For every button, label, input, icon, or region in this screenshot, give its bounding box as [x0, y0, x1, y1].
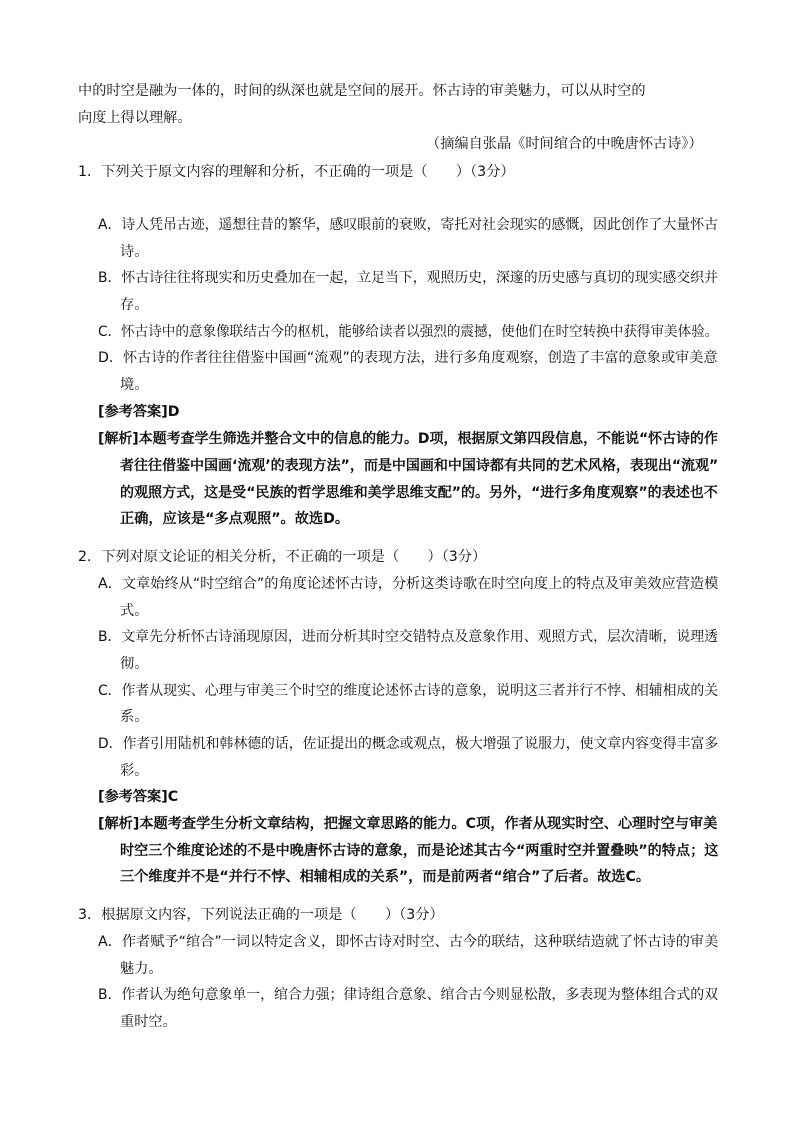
q2-analysis-cont: 时空三个维度论述的不是中晚唐怀古诗的意象，而是论述其古今“两重时空并置叠映”的特点；这: [120, 843, 719, 859]
q1-option-b-cont: 存。: [120, 297, 149, 313]
q1-option-c: C．怀古诗中的意象像联结古今的枢机，能够给读者以强烈的震撼，使他们在时空转换中获得审美体验。: [98, 324, 719, 340]
q1-option-d-cont: 境。: [120, 377, 149, 393]
q1-analysis-cont: 的观照方式，这是受“民族的哲学思维和美学思维支配”的。另外，“进行多角度观察”的表述也不: [120, 485, 718, 501]
q1-option-b: B．怀古诗往往将现实和历史叠加在一起，立足当下，观照历史，深邃的历史感与真切的现实感交织并: [98, 270, 718, 286]
q2-analysis-cont: 三个维度并不是“并行不悖、相辅相成的关系”，而是前两者“绾合”了后者。故选C。: [120, 869, 651, 885]
q1-option-d: D．怀古诗的作者往往借鉴中国画“流观”的表现方法，进行多角度观察，创造了丰富的意象或审美意: [98, 350, 718, 366]
passage-line: 向度上得以理解。: [78, 110, 192, 126]
question-2-stem: 2．下列对原文论证的相关分析，不正确的一项是（ ）（3分）: [78, 549, 487, 565]
q2-option-c: C．作者从现实、心理与审美三个时空的维度论述怀古诗的意象，说明这三者并行不悖、相辅相成的关: [98, 683, 719, 699]
q2-analysis: [解析]本题考查学生分析文章结构，把握文章思路的能力。C项，作者从现实时空、心理时空与审美: [98, 816, 718, 832]
q2-option-a-cont: 式。: [120, 603, 149, 619]
q1-answer: [参考答案]D: [98, 404, 180, 420]
q1-option-a-cont: 诗。: [120, 244, 149, 260]
question-1-stem: 1．下列关于原文内容的理解和分析，不正确的一项是（ ）（3分）: [78, 164, 515, 180]
q2-option-b: B．文章先分析怀古诗涌现原因，进而分析其时空交错特点及意象作用、观照方式，层次清晰，说理透: [98, 629, 718, 645]
q1-analysis-cont: 者往往借鉴中国画‘流观’的表现方法”，而是中国画和中国诗都有共同的艺术风格，表现出“流观”: [120, 458, 719, 474]
q1-option-a: A．诗人凭吊古迹，遥想往昔的繁华，感叹眼前的衰败，寄托对社会现实的感慨，因此创作了大量怀古: [98, 217, 718, 233]
q3-option-a: A．作者赋予“绾合”一词以特定含义，即怀古诗对时空、古今的联结，这种联结造就了怀古诗的审美: [98, 934, 719, 950]
passage-source: （摘编自张晶《时间绾合的中晚唐怀古诗》）: [426, 136, 703, 152]
q3-option-b-cont: 重时空。: [120, 1014, 177, 1030]
q2-option-d-cont: 彩。: [120, 763, 149, 779]
q3-option-a-cont: 魅力。: [120, 961, 163, 977]
q1-analysis: [解析]本题考查学生筛选并整合文中的信息的能力。D项，根据原文第四段信息，不能说“怀古诗的作: [98, 431, 718, 447]
passage-line: 中的时空是融为一体的，时间的纵深也就是空间的展开。怀古诗的审美魅力，可以从时空的: [78, 83, 646, 99]
q2-option-d: D．作者引用陆机和韩林德的话，佐证提出的概念或观点，极大增强了说服力，使文章内容变得丰富多: [98, 736, 719, 752]
q3-option-b: B．作者认为绝句意象单一，绾合力强；律诗组合意象、绾合古今则显松散，多表现为整体组合式的双: [98, 987, 718, 1003]
q1-analysis-cont: 正确，应该是“多点观照”。故选D。: [120, 511, 350, 527]
q2-answer: [参考答案]C: [98, 789, 179, 805]
q2-option-a: A．文章始终从“时空绾合”的角度论述怀古诗，分析这类诗歌在时空向度上的特点及审美效应营造模: [98, 576, 719, 592]
q2-option-c-cont: 系。: [120, 709, 149, 725]
question-3-stem: 3．根据原文内容，下列说法正确的一项是（ ）（3分）: [78, 907, 444, 923]
q2-option-b-cont: 彻。: [120, 656, 149, 672]
